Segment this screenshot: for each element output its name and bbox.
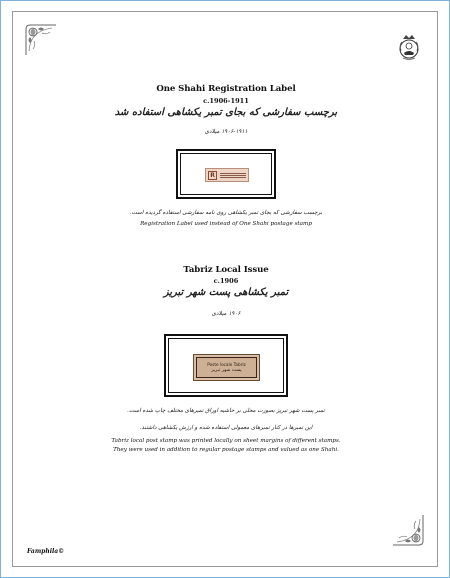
tabriz-stamp-latin-text: Poste locale Tabriz xyxy=(207,361,246,367)
section-1-date: c.1906-1911 xyxy=(203,97,249,105)
tabriz-stamp-persian-text: پست شهر تبریز xyxy=(211,367,242,373)
corner-ornament-top-left-icon xyxy=(24,23,58,57)
lion-and-sun-emblem-icon xyxy=(397,33,421,61)
section-1-persian-date: ۱۹۰۶-۱۹۱۱ میلادی xyxy=(204,129,248,135)
section-1-persian-caption: برچسب سفارشی که بجای تمبر یکشاهی روی نامه سفارشی استفاده گردیده است. xyxy=(129,210,323,216)
section-1-title: One Shahi Registration Label xyxy=(156,84,296,94)
section-2-persian-caption-2: این تمبرها در کنار تمبرهای معمولی استفاده شده و ارزش یکشاهی داشتند. xyxy=(139,425,313,431)
section-2-english-caption-2: They were used in addition to regular postage stamps and valued as one Shahi. xyxy=(113,447,339,453)
registration-r-mark: R xyxy=(208,171,217,180)
section-2-title: Tabriz Local Issue xyxy=(183,265,269,275)
registration-label-stamp xyxy=(205,168,249,182)
corner-ornament-bottom-right-icon xyxy=(391,513,425,547)
stamp-1-script-lines xyxy=(220,173,246,178)
section-2-persian-caption-1: تمبر پست شهر تبریز بصورت محلی بر حاشیه اوراق تمبرهای مختلف چاپ شده است. xyxy=(127,408,325,414)
tabriz-local-stamp xyxy=(193,354,260,381)
section-1-english-caption: Registration Label used instead of One Shahi postage stamp xyxy=(140,221,312,227)
tabriz-stamp-inner xyxy=(196,357,257,378)
section-2-persian-date: ۱۹۰۶ میلادی xyxy=(211,311,241,317)
section-1-persian-title: برچسب سفارشی که بجای تمبر یکشاهی استفاده شد xyxy=(114,107,338,118)
section-2-english-caption-1: Tabriz local post stamp was printed locally on sheet margins of different stamps. xyxy=(111,438,341,444)
section-2-persian-title: تمبر یکشاهی پست شهر تبریز xyxy=(163,287,289,298)
section-2-date: c.1906 xyxy=(213,277,239,285)
footer-copyright: Famphila© xyxy=(27,548,65,555)
